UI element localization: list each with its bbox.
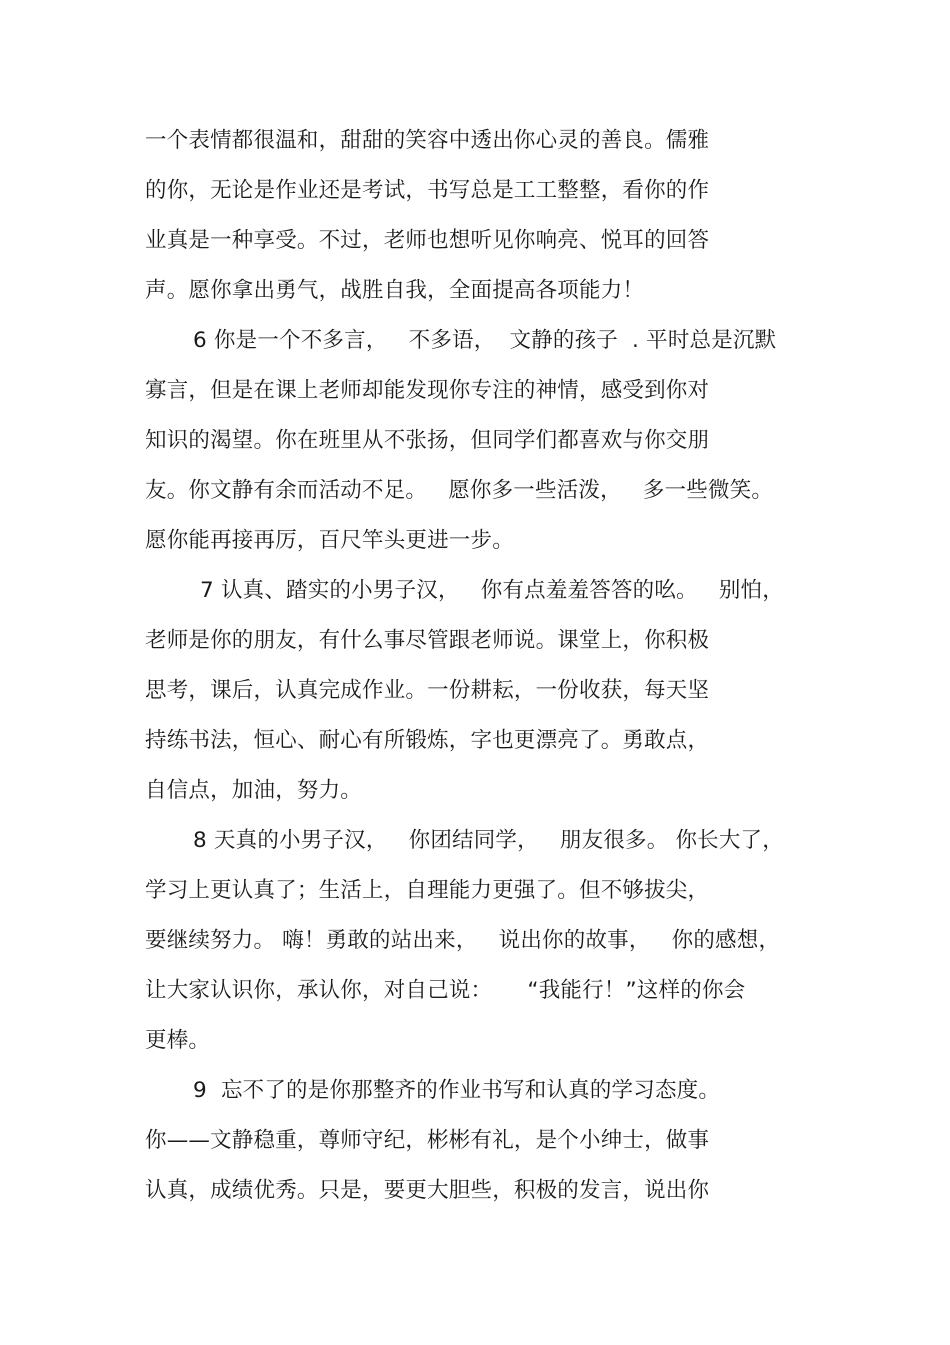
text-line: 认真，成绩优秀。只是，要更大胆些，积极的发言，说出你 — [145, 1178, 710, 1203]
text-line: 的你，无论是作业还是考试，书写总是工工整整，看你的作 — [145, 178, 710, 203]
text-line: 持练书法，恒心、耐心有所锻炼，字也更漂亮了。勇敢点， — [145, 728, 710, 753]
text-line: 知识的渴望。你在班里从不张扬，但同学们都喜欢与你交朋 — [145, 428, 710, 453]
text-line: 一个表情都很温和，甜甜的笑容中透出你心灵的善良。儒雅 — [145, 128, 710, 153]
text-line: 愿你能再接再厉，百尺竿头更进一步。 — [145, 528, 514, 553]
paragraph-9-start: 9 忘不了的是你那整齐的作业书写和认真的学习态度。 — [193, 1078, 721, 1103]
text-line: 老师是你的朋友，有什么事尽管跟老师说。课堂上，你积极 — [145, 628, 710, 653]
text-line: 寡言，但是在课上老师却能发现你专注的神情，感受到你对 — [145, 378, 710, 403]
text-line: 思考，课后，认真完成作业。一份耕耘，一份收获，每天坚 — [145, 678, 710, 703]
text-line: 声。愿你拿出勇气，战胜自我，全面提高各项能力！ — [145, 278, 645, 303]
text-line: 让大家认识你，承认你，对自己说： “我能行！”这样的你会 — [145, 978, 746, 1003]
text-line: 你——文静稳重，尊师守纪，彬彬有礼，是个小绅士，做事 — [145, 1128, 710, 1153]
text-line: 业真是一种享受。不过，老师也想听见你响亮、悦耳的回答 — [145, 228, 710, 253]
text-line: 学习上更认真了；生活上，自理能力更强了。但不够拔尖， — [145, 878, 710, 903]
paragraph-7-start: 7 认真、踏实的小男子汉， 你有点羞羞答答的吆。 别怕， — [193, 578, 784, 603]
text-line: 友。你文静有余而活动不足。 愿你多一些活泼， 多一些微笑。 — [145, 478, 774, 503]
paragraph-6-start: 6 你是一个不多言， 不多语， 文静的孩子 . 平时总是沉默 — [193, 328, 777, 353]
text-line: 更棒。 — [145, 1028, 211, 1053]
text-line: 要继续努力。 嗨！勇敢的站出来， 说出你的故事， 你的感想， — [145, 928, 781, 953]
paragraph-8-start: 8 天真的小男子汉， 你团结同学， 朋友很多。 你长大了， — [193, 828, 784, 853]
text-line: 自信点，加油，努力。 — [145, 778, 363, 803]
